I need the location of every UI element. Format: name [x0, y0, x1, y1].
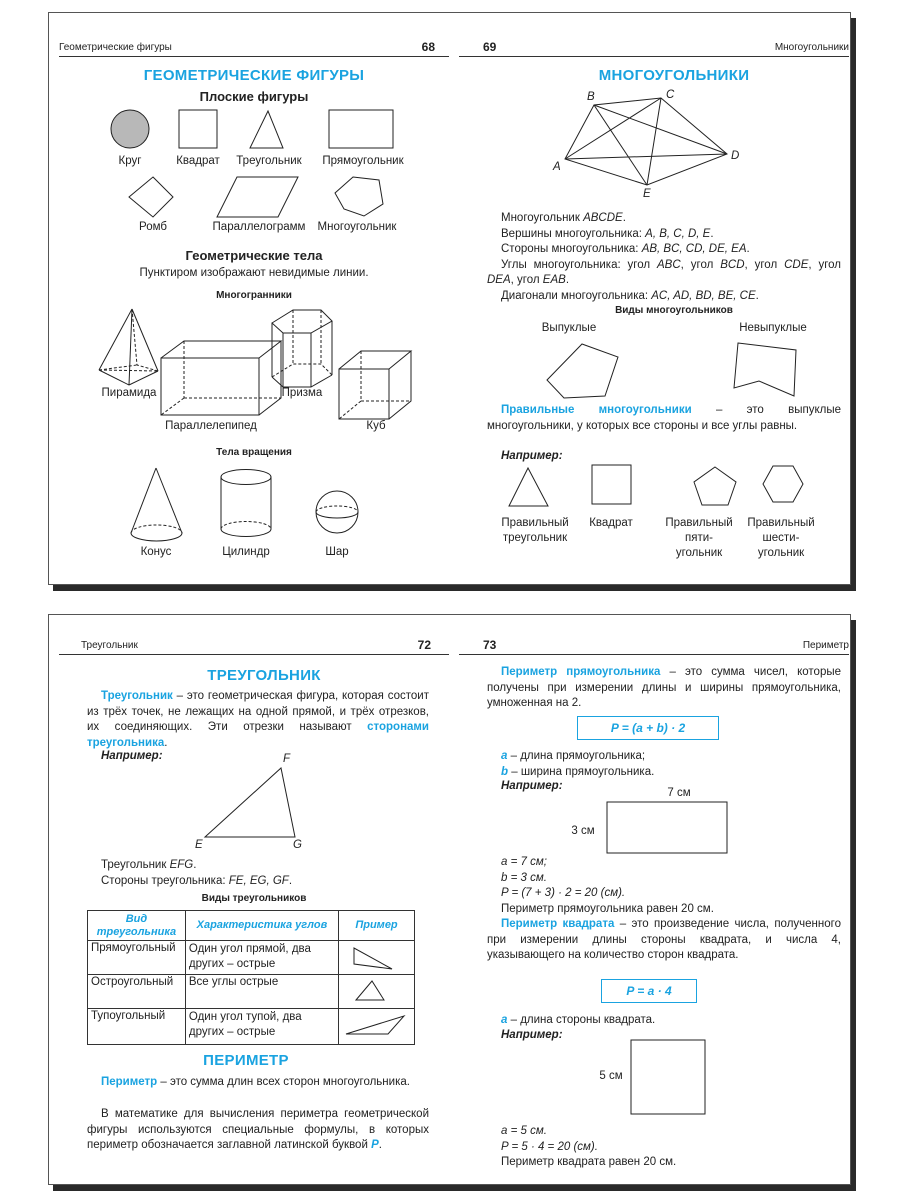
rotation-heading: Тела вращения — [216, 447, 292, 458]
cell-desc: Один угол прямой, два других – острые — [185, 941, 338, 975]
cell-example — [339, 1009, 415, 1045]
vertex-d: D — [731, 150, 740, 162]
label-parallelogram: Параллелограмм — [212, 221, 306, 233]
label-regular-square: Квадрат — [589, 517, 633, 529]
obtuse-triangle-icon — [342, 1010, 410, 1040]
page-title: МНОГОУГОЛЬНИКИ — [598, 67, 750, 84]
polygon-kinds-drawing — [459, 13, 849, 586]
col-header-desc: Характеристика углов — [185, 911, 338, 941]
example-label: Например: — [501, 780, 563, 792]
vertex-b: B — [587, 91, 595, 103]
label-regular-hexagon: Правильный шести- угольник — [747, 517, 815, 559]
convex-polygon — [547, 344, 618, 398]
rect-variables: a – длина прямоугольника; b – ширина прямоугольника. — [501, 750, 655, 778]
page-number: 69 — [483, 40, 497, 54]
label-parallelepiped: Параллелепипед — [165, 420, 257, 432]
table-row — [88, 975, 415, 1009]
regular-hexagon — [763, 466, 803, 502]
page-68 — [59, 13, 449, 584]
label-cylinder: Цилиндр — [222, 546, 270, 558]
cell-desc: Один угол тупой, два других – острые — [185, 1009, 338, 1045]
label-polygon: Многоугольник — [317, 221, 397, 233]
col-header-kind: Вид треугольника — [88, 911, 186, 941]
regular-pentagon — [694, 467, 736, 505]
square-perimeter-definition: Периметр квадрата – это произведение числа, полученного при измерении длины стороны квадрата, и числа 4, указывающего на количество сторон квадрата. — [487, 918, 841, 961]
header-title: Многоугольники — [774, 42, 849, 53]
square-side-label: 5 см — [599, 1070, 623, 1082]
square-formula: P = a · 4 — [601, 979, 697, 1003]
rect-width-label: 7 см — [667, 787, 691, 799]
vertex-g: G — [293, 839, 302, 851]
label-rhombus: Ромб — [139, 221, 167, 233]
label-cone: Конус — [140, 546, 172, 558]
perimeter-definition: Периметр – это сумма длин всех сторон многоугольника. — [101, 1076, 410, 1088]
table-header-row — [88, 911, 415, 941]
cell-example — [339, 941, 415, 975]
kinds-heading: Виды треугольников — [201, 893, 307, 904]
sq-example-label: Например: — [501, 1029, 563, 1041]
polygon-description: Многоугольник ABCDE. Вершины многоугольника: A, B, C, D, E. Стороны многоугольника: AB, BC, CD, DE, EA. Углы многоугольника: угол ABC, угол BCD, угол CDE, угол DEA, угол EAB. Диагонали многоугольника: AC, AD, BD, BE, CE. — [487, 212, 842, 302]
regular-triangle — [509, 468, 548, 506]
vertex-f: F — [283, 753, 291, 765]
square-example-drawing — [459, 615, 849, 1186]
label-prism: Призма — [281, 387, 323, 399]
square-variables: a – длина стороны квадрата. — [501, 1014, 656, 1026]
polyhedra-heading: Многогранники — [216, 290, 292, 301]
label-triangle: Треугольник — [236, 155, 302, 167]
label-regular-triangle: Правильный треугольник — [501, 517, 569, 544]
cell-kind: Прямоугольный — [88, 941, 186, 975]
table-row — [88, 941, 415, 975]
label-nonconvex: Невыпуклые — [739, 322, 807, 334]
acute-triangle-icon — [342, 976, 410, 1006]
rect-calculation: a = 7 см; b = 3 см. P = (7 + 3) · 2 = 20 (см). Периметр прямоугольника равен 20 см. — [501, 856, 714, 915]
cell-kind: Остроугольный — [88, 975, 186, 1009]
regular-definition: Правильные многоугольники – это выпуклые многоугольники, у которых все стороны и все углы равны. — [487, 404, 841, 432]
sphere-shape — [316, 491, 358, 533]
cell-desc: Все углы острые — [185, 975, 338, 1009]
cell-example — [339, 975, 415, 1009]
page-title: ТРЕУГОЛЬНИК — [207, 667, 321, 684]
page-69 — [459, 13, 849, 584]
label-convex: Выпуклые — [541, 322, 597, 334]
rect-height-label: 3 см — [571, 825, 595, 837]
vertex-e: E — [195, 839, 203, 851]
perimeter-formula-note: В математике для вычисления периметра геометрической фигуры используются специальные формулы, в которых периметр обозначается заглавной латинской буквой P. — [87, 1108, 429, 1151]
table-row — [88, 1009, 415, 1045]
book-spread-68-69 — [48, 12, 851, 585]
header-title: Геометрические фигуры — [59, 42, 172, 53]
vertex-a: A — [553, 161, 561, 173]
rect-perimeter-definition: Периметр прямоугольника – это сумма чисел, которые получены при измерении длины и ширины прямоугольника, умноженная на 2. — [487, 666, 842, 709]
page-number: 73 — [483, 638, 497, 652]
vertex-c: C — [666, 89, 675, 101]
flat-heading: Плоские фигуры — [199, 89, 309, 104]
label-square: Квадрат — [176, 155, 220, 167]
nonconvex-polygon — [734, 343, 796, 396]
page-number: 68 — [421, 40, 435, 54]
page-72 — [59, 615, 449, 1184]
book-spread-72-73 — [48, 614, 851, 1185]
cylinder-shape — [221, 470, 271, 537]
page-title: ГЕОМЕТРИЧЕСКИЕ ФИГУРЫ — [143, 67, 365, 84]
label-regular-pentagon: Правильный пяти- угольник — [665, 517, 733, 559]
vertex-e: E — [643, 188, 651, 200]
solids-heading: Геометрические тела — [185, 248, 323, 263]
right-triangle-icon — [342, 942, 410, 972]
cell-kind: Тупоугольный — [88, 1009, 186, 1045]
label-pyramid: Пирамида — [101, 387, 157, 399]
header-title: Периметр — [802, 640, 849, 651]
label-cube: Куб — [366, 420, 386, 432]
label-circle: Круг — [118, 155, 142, 167]
page-73 — [459, 615, 849, 1184]
example-label: Например: — [101, 750, 163, 762]
regular-square — [592, 465, 631, 504]
header-title: Треугольник — [81, 640, 138, 651]
triangle-definition: Треугольник – это геометрическая фигура, которая состоит из трёх точек, не лежащих на одной прямой, и трёх отрезков, их соединяющих. Эти отрезки называют сторонами треугольника. — [87, 690, 429, 749]
triangle-kinds-table — [87, 910, 415, 1045]
perimeter-title: ПЕРИМЕТР — [203, 1052, 289, 1069]
label-sphere: Шар — [325, 546, 349, 558]
square-calculation: a = 5 см. P = 5 · 4 = 20 (см). Периметр квадрата равен 20 см. — [501, 1125, 677, 1168]
cone-shape — [131, 468, 182, 541]
page-number: 72 — [417, 638, 431, 652]
example-label: Например: — [501, 450, 563, 462]
kinds-heading: Виды многоугольников — [615, 305, 733, 316]
rect-formula: P = (a + b) · 2 — [577, 716, 719, 740]
triangle-info: Треугольник EFG. Стороны треугольника: FE, EG, GF. — [101, 859, 293, 887]
rotation-solids-drawing — [59, 13, 449, 586]
solids-note: Пунктиром изображают невидимые линии. — [139, 267, 369, 279]
label-rectangle: Прямоугольник — [322, 155, 404, 167]
col-header-example: Пример — [339, 911, 415, 941]
